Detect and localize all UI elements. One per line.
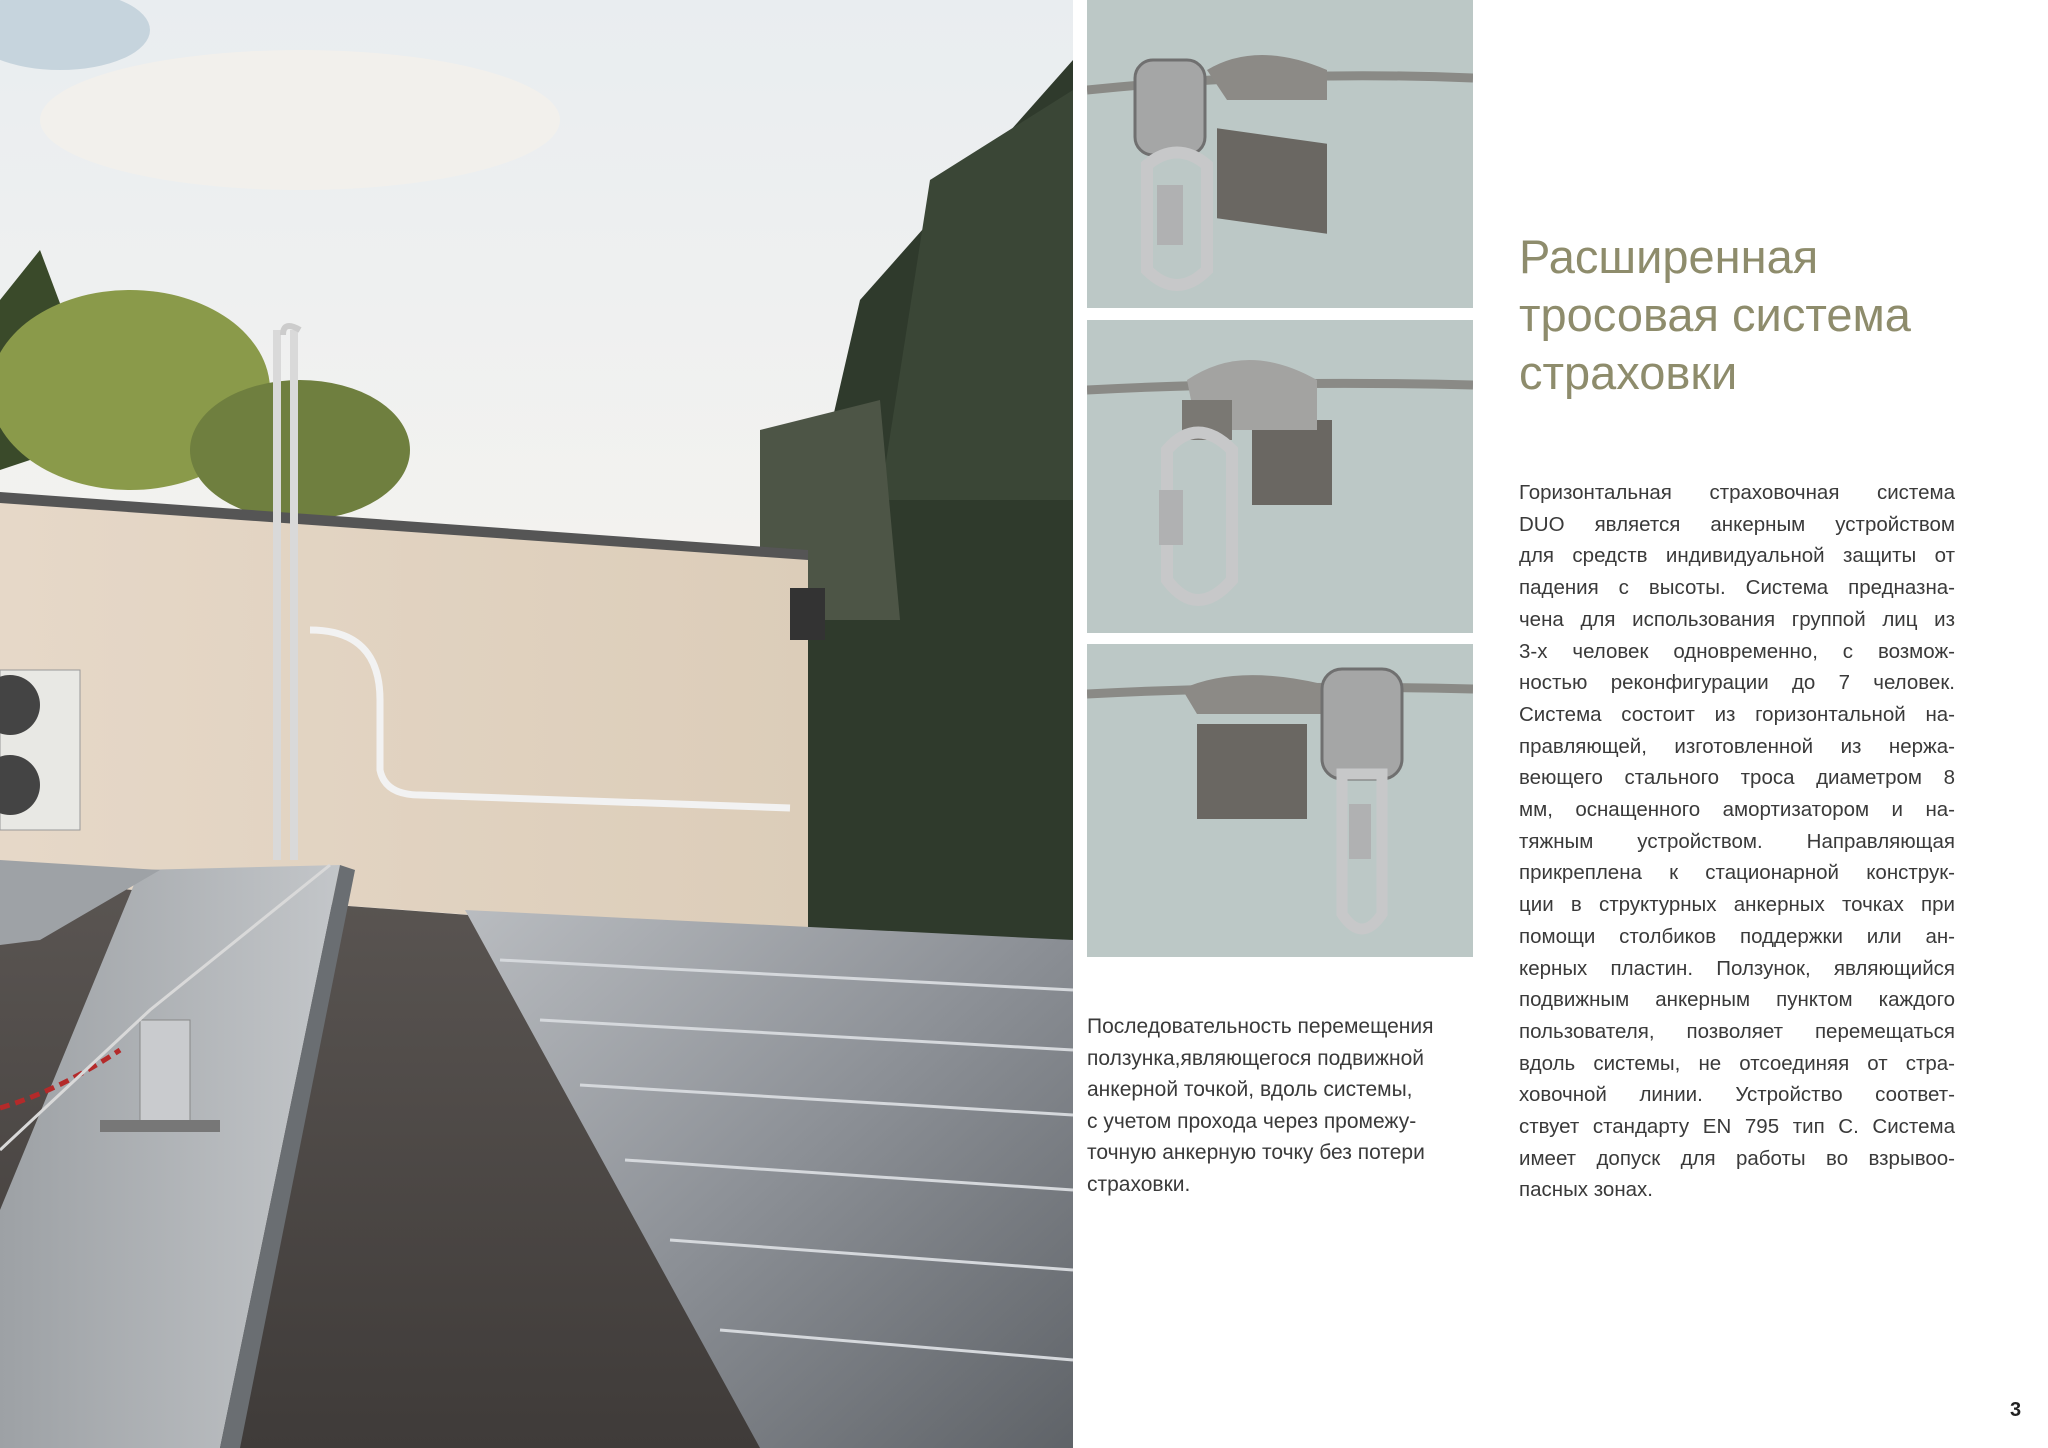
body-line: ностью реконфигурации до 7 человек.	[1519, 671, 1955, 695]
body-line: ховочной линии. Устройство соответ-	[1519, 1083, 1955, 1107]
body-line: Горизонтальная страховочная система	[1519, 481, 1955, 504]
body-line: подвижным анкерным пунктом каждого	[1519, 988, 1955, 1012]
body-paragraph	[1519, 477, 1955, 1206]
anchor-slider-photo-2	[1087, 320, 1473, 633]
body-line: ции в структурных анкерных точках при	[1519, 893, 1955, 917]
body-line: веющего стального троса диаметром 8	[1519, 766, 1955, 790]
body-line: помощи столбиков поддержки или ан-	[1519, 924, 1955, 948]
body-line: пасных зонах.	[1519, 1178, 1653, 1202]
body-line: DUO является анкерным устройством	[1519, 512, 1955, 536]
body-line: мм, оснащенного амортизатором и на-	[1519, 798, 1955, 822]
body-line: прикреплена к стационарной конструк-	[1519, 861, 1955, 885]
photo-caption: Последовательность перемещения ползунка,являющегося подвижной анкерной точкой, вдоль системы, с учетом прохода через промежу- точную анкерную точку без потери страховки.	[1087, 1015, 1434, 1196]
body-line: керных пластин. Ползунок, являющийся	[1519, 956, 1955, 980]
body-line: вдоль системы, не отсоединяя от стра-	[1519, 1051, 1955, 1075]
anchor-slider-photo-1	[1087, 0, 1473, 308]
body-line: 3-х человек одновременно, с возмож-	[1519, 639, 1955, 663]
page-number: 3	[2010, 1399, 2022, 1421]
body-line: для средств индивидуальной защиты от	[1519, 544, 1955, 568]
body-line: пользователя, позволяет перемещаться	[1519, 1019, 1955, 1043]
body-line: имеет допуск для работы во взрывоо-	[1519, 1146, 1955, 1170]
body-line: ствует стандарту EN 795 тип C. Система	[1519, 1115, 1955, 1139]
body-line: правляющей, изготовленной из нержа-	[1519, 734, 1955, 758]
body-line: падения с высоты. Система предназна-	[1519, 576, 1955, 600]
body-line: чена для использования группой лиц из	[1519, 607, 1955, 631]
body-line: Система состоит из горизонтальной на-	[1519, 702, 1955, 726]
body-line: тяжным устройством. Направляющая	[1519, 829, 1955, 853]
page-title: Расширенная тросовая система страховки	[1519, 230, 1911, 399]
anchor-slider-photo-3	[1087, 644, 1473, 957]
